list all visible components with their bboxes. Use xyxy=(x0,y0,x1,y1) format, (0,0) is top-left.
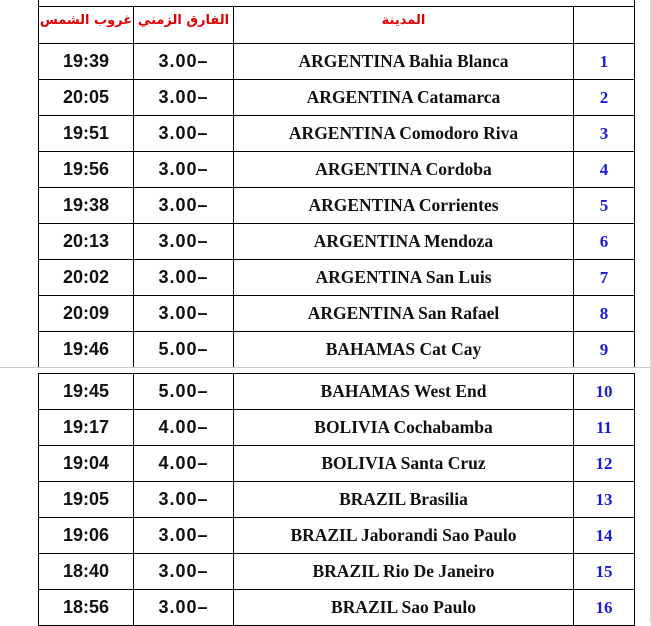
time-offset-cell: 5.00– xyxy=(134,332,234,368)
header-index xyxy=(574,7,635,44)
time-offset-cell: 3.00– xyxy=(134,188,234,224)
row-number-cell: 15 xyxy=(574,554,635,590)
city-name-cell: BOLIVIA Santa Cruz xyxy=(234,446,574,482)
table-row xyxy=(39,44,635,80)
table-2-body xyxy=(39,374,635,626)
header-time-offset: الفارق الزمني xyxy=(134,7,234,44)
city-name-cell: ARGENTINA Cordoba xyxy=(234,152,574,188)
time-offset-cell: 3.00– xyxy=(134,296,234,332)
row-number-cell: 9 xyxy=(574,332,635,368)
city-name-cell: ARGENTINA Corrientes xyxy=(234,188,574,224)
city-name-cell: ARGENTINA Bahia Blanca xyxy=(234,44,574,80)
table-row xyxy=(39,518,635,554)
row-number-cell: 6 xyxy=(574,224,635,260)
city-name-cell: ARGENTINA Comodoro Riva xyxy=(234,116,574,152)
row-number-cell: 4 xyxy=(574,152,635,188)
sunset-time-cell: 19:45 xyxy=(39,374,134,410)
time-offset-cell: 5.00– xyxy=(134,374,234,410)
sunset-time-cell: 20:09 xyxy=(39,296,134,332)
row-number-cell: 5 xyxy=(574,188,635,224)
city-name-cell: BRAZIL Jaborandi Sao Paulo xyxy=(234,518,574,554)
time-offset-cell: 3.00– xyxy=(134,116,234,152)
sunset-time-cell: 20:13 xyxy=(39,224,134,260)
sunset-time-cell: 19:51 xyxy=(39,116,134,152)
sunset-time-cell: 20:02 xyxy=(39,260,134,296)
city-name-cell: BOLIVIA Cochabamba xyxy=(234,410,574,446)
row-number-cell: 13 xyxy=(574,482,635,518)
table-row xyxy=(39,116,635,152)
time-offset-cell: 3.00– xyxy=(134,260,234,296)
sunset-time-cell: 19:06 xyxy=(39,518,134,554)
time-offset-cell: 3.00– xyxy=(134,518,234,554)
row-number-cell: 16 xyxy=(574,590,635,626)
table-row xyxy=(39,410,635,446)
table-row xyxy=(39,80,635,116)
time-offset-cell: 3.00– xyxy=(134,482,234,518)
table-row xyxy=(39,482,635,518)
sunset-time-cell: 18:40 xyxy=(39,554,134,590)
table-row xyxy=(39,332,635,368)
page-break-line xyxy=(0,367,651,368)
table-header-row xyxy=(39,7,635,44)
sunset-time-cell: 19:56 xyxy=(39,152,134,188)
time-offset-cell: 3.00– xyxy=(134,590,234,626)
row-number-cell: 2 xyxy=(574,80,635,116)
table-row xyxy=(39,374,635,410)
row-number-cell: 1 xyxy=(574,44,635,80)
table-row xyxy=(39,554,635,590)
city-name-cell: BAHAMAS Cat Cay xyxy=(234,332,574,368)
table-1-body xyxy=(39,7,635,368)
table-row xyxy=(39,260,635,296)
sunset-time-cell: 19:46 xyxy=(39,332,134,368)
sunset-time-cell: 19:17 xyxy=(39,410,134,446)
time-offset-cell: 4.00– xyxy=(134,446,234,482)
sunset-time-cell: 19:39 xyxy=(39,44,134,80)
time-offset-cell: 3.00– xyxy=(134,152,234,188)
table-row xyxy=(39,188,635,224)
time-offset-cell: 3.00– xyxy=(134,80,234,116)
city-name-cell: ARGENTINA Mendoza xyxy=(234,224,574,260)
row-number-cell: 7 xyxy=(574,260,635,296)
time-offset-cell: 3.00– xyxy=(134,554,234,590)
sunset-time-cell: 19:38 xyxy=(39,188,134,224)
time-offset-cell: 3.00– xyxy=(134,224,234,260)
table-row xyxy=(39,296,635,332)
city-name-cell: BRAZIL Rio De Janeiro xyxy=(234,554,574,590)
row-number-cell: 12 xyxy=(574,446,635,482)
row-number-cell: 8 xyxy=(574,296,635,332)
time-offset-cell: 3.00– xyxy=(134,44,234,80)
city-name-cell: BRAZIL Brasilia xyxy=(234,482,574,518)
city-name-cell: BRAZIL Sao Paulo xyxy=(234,590,574,626)
row-number-cell: 3 xyxy=(574,116,635,152)
sunset-time-cell: 20:05 xyxy=(39,80,134,116)
sunset-table-page-1 xyxy=(38,6,635,368)
time-offset-cell: 4.00– xyxy=(134,410,234,446)
row-number-cell: 11 xyxy=(574,410,635,446)
header-city: المدينة xyxy=(234,7,574,44)
sunset-time-cell: 19:04 xyxy=(39,446,134,482)
table-row xyxy=(39,446,635,482)
sunset-table-page-2 xyxy=(38,373,635,626)
row-number-cell: 10 xyxy=(574,374,635,410)
city-name-cell: ARGENTINA Catamarca xyxy=(234,80,574,116)
city-name-cell: ARGENTINA San Luis xyxy=(234,260,574,296)
city-name-cell: BAHAMAS West End xyxy=(234,374,574,410)
table-row xyxy=(39,224,635,260)
sunset-time-cell: 18:56 xyxy=(39,590,134,626)
table-row xyxy=(39,590,635,626)
sunset-time-cell: 19:05 xyxy=(39,482,134,518)
table-row xyxy=(39,152,635,188)
row-number-cell: 14 xyxy=(574,518,635,554)
header-sunset: غروب الشمس xyxy=(39,7,134,44)
city-name-cell: ARGENTINA San Rafael xyxy=(234,296,574,332)
